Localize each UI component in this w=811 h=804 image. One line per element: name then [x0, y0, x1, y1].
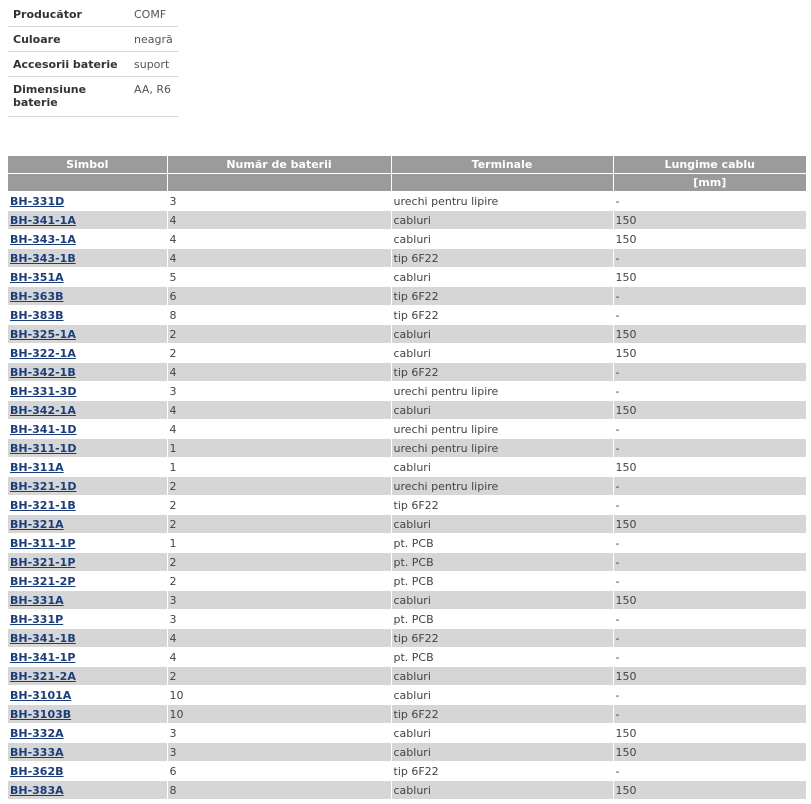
terminal-cell: pt. PCB	[391, 534, 613, 553]
product-symbol-link[interactable]: BH-311A	[10, 460, 64, 474]
product-symbol-link[interactable]: BH-333A	[10, 745, 64, 759]
battery-count-cell: 4	[167, 249, 391, 268]
symbol-cell	[8, 363, 167, 382]
table-row	[8, 610, 806, 629]
terminal-cell: urechi pentru lipire	[391, 192, 613, 211]
product-symbol-link[interactable]: BH-341-1D	[10, 422, 77, 436]
product-symbol-link[interactable]: BH-331P	[10, 612, 64, 626]
terminal-cell: pt. PCB	[391, 648, 613, 667]
cable-length-cell: -	[613, 686, 806, 705]
battery-count-cell: 2	[167, 515, 391, 534]
battery-count-cell: 2	[167, 325, 391, 344]
battery-count-cell: 2	[167, 496, 391, 515]
header-unit-empty	[167, 174, 391, 192]
terminal-cell: urechi pentru lipire	[391, 420, 613, 439]
header-battery-count: Număr de baterii	[167, 156, 391, 174]
battery-count-cell: 1	[167, 534, 391, 553]
symbol-cell	[8, 610, 167, 629]
property-key: Accesorii baterie	[8, 52, 129, 77]
products-table-body	[8, 192, 806, 800]
property-key: Culoare	[8, 27, 129, 52]
symbol-cell	[8, 401, 167, 420]
table-row	[8, 629, 806, 648]
cable-length-cell: 150	[613, 743, 806, 762]
cable-length-cell: -	[613, 363, 806, 382]
battery-count-cell: 10	[167, 686, 391, 705]
battery-count-cell: 3	[167, 382, 391, 401]
product-symbol-link[interactable]: BH-341-1B	[10, 631, 76, 645]
terminal-cell: cabluri	[391, 743, 613, 762]
table-row	[8, 667, 806, 686]
battery-count-cell: 3	[167, 591, 391, 610]
product-symbol-link[interactable]: BH-321-1B	[10, 498, 76, 512]
table-row	[8, 306, 806, 325]
battery-count-cell: 4	[167, 211, 391, 230]
product-symbol-link[interactable]: BH-325-1A	[10, 327, 76, 341]
product-symbol-link[interactable]: BH-362B	[10, 764, 64, 778]
symbol-cell	[8, 534, 167, 553]
symbol-cell	[8, 515, 167, 534]
table-row	[8, 781, 806, 800]
terminal-cell: cabluri	[391, 211, 613, 230]
battery-count-cell: 3	[167, 743, 391, 762]
table-row	[8, 420, 806, 439]
cable-length-cell: -	[613, 648, 806, 667]
symbol-cell	[8, 230, 167, 249]
terminal-cell: tip 6F22	[391, 363, 613, 382]
property-value: neagră	[129, 27, 178, 52]
terminal-cell: tip 6F22	[391, 306, 613, 325]
battery-count-cell: 1	[167, 458, 391, 477]
battery-count-cell: 1	[167, 439, 391, 458]
cable-length-cell: -	[613, 534, 806, 553]
symbol-cell	[8, 591, 167, 610]
symbol-cell	[8, 458, 167, 477]
product-symbol-link[interactable]: BH-311-1P	[10, 536, 76, 550]
symbol-cell	[8, 762, 167, 781]
product-symbol-link[interactable]: BH-3101A	[10, 688, 72, 702]
property-value: AA, R6	[129, 77, 178, 117]
product-symbol-link[interactable]: BH-321-1P	[10, 555, 76, 569]
cable-length-cell: 150	[613, 211, 806, 230]
property-row	[8, 2, 178, 27]
table-row	[8, 363, 806, 382]
header-unit-empty	[391, 174, 613, 192]
terminal-cell: pt. PCB	[391, 610, 613, 629]
battery-count-cell: 3	[167, 610, 391, 629]
cable-length-cell: -	[613, 477, 806, 496]
table-row	[8, 572, 806, 591]
terminal-cell: urechi pentru lipire	[391, 382, 613, 401]
products-table	[8, 156, 806, 800]
products-table-header	[8, 156, 806, 192]
product-symbol-link[interactable]: BH-321A	[10, 517, 64, 531]
terminal-cell: cabluri	[391, 268, 613, 287]
table-row	[8, 648, 806, 667]
terminal-cell: tip 6F22	[391, 287, 613, 306]
table-row	[8, 268, 806, 287]
terminal-cell: cabluri	[391, 591, 613, 610]
cable-length-cell: -	[613, 572, 806, 591]
symbol-cell	[8, 705, 167, 724]
terminal-cell: tip 6F22	[391, 249, 613, 268]
terminal-cell: cabluri	[391, 230, 613, 249]
battery-count-cell: 4	[167, 629, 391, 648]
terminal-cell: cabluri	[391, 667, 613, 686]
cable-length-cell: -	[613, 287, 806, 306]
symbol-cell	[8, 287, 167, 306]
table-row	[8, 743, 806, 762]
battery-count-cell: 3	[167, 192, 391, 211]
cable-length-cell: 150	[613, 781, 806, 800]
terminal-cell: cabluri	[391, 515, 613, 534]
product-symbol-link[interactable]: BH-322-1A	[10, 346, 76, 360]
header-unit-mm: [mm]	[613, 174, 806, 192]
header-cable-length: Lungime cablu	[613, 156, 806, 174]
symbol-cell	[8, 382, 167, 401]
table-row	[8, 534, 806, 553]
symbol-cell	[8, 325, 167, 344]
symbol-cell	[8, 211, 167, 230]
product-symbol-link[interactable]: BH-342-1A	[10, 403, 76, 417]
symbol-cell	[8, 420, 167, 439]
cable-length-cell: 150	[613, 515, 806, 534]
table-row	[8, 496, 806, 515]
table-row	[8, 287, 806, 306]
battery-count-cell: 2	[167, 553, 391, 572]
terminal-cell: cabluri	[391, 781, 613, 800]
symbol-cell	[8, 724, 167, 743]
cable-length-cell: 150	[613, 344, 806, 363]
table-row	[8, 382, 806, 401]
product-symbol-link[interactable]: BH-321-2P	[10, 574, 76, 588]
symbol-cell	[8, 629, 167, 648]
table-row	[8, 705, 806, 724]
product-symbol-link[interactable]: BH-383A	[10, 783, 64, 797]
symbol-cell	[8, 306, 167, 325]
product-symbol-link[interactable]: BH-383B	[10, 308, 64, 322]
cable-length-cell: -	[613, 705, 806, 724]
header-unit-row	[8, 174, 806, 192]
symbol-cell	[8, 553, 167, 572]
cable-length-cell: -	[613, 249, 806, 268]
table-row	[8, 458, 806, 477]
product-symbol-link[interactable]: BH-311-1D	[10, 441, 77, 455]
product-symbol-link[interactable]: BH-332A	[10, 726, 64, 740]
battery-count-cell: 8	[167, 306, 391, 325]
property-value: COMF	[129, 2, 178, 27]
cable-length-cell: 150	[613, 325, 806, 344]
cable-length-cell: -	[613, 629, 806, 648]
product-symbol-link[interactable]: BH-342-1B	[10, 365, 76, 379]
battery-count-cell: 4	[167, 230, 391, 249]
battery-count-cell: 4	[167, 363, 391, 382]
table-row	[8, 325, 806, 344]
terminal-cell: cabluri	[391, 325, 613, 344]
symbol-cell	[8, 496, 167, 515]
table-row	[8, 230, 806, 249]
terminal-cell: tip 6F22	[391, 705, 613, 724]
cable-length-cell: 150	[613, 401, 806, 420]
battery-count-cell: 4	[167, 401, 391, 420]
battery-count-cell: 8	[167, 781, 391, 800]
cable-length-cell: -	[613, 496, 806, 515]
symbol-cell	[8, 667, 167, 686]
battery-count-cell: 4	[167, 648, 391, 667]
cable-length-cell: 150	[613, 591, 806, 610]
product-symbol-link[interactable]: BH-343-1B	[10, 251, 76, 265]
battery-count-cell: 10	[167, 705, 391, 724]
product-symbol-link[interactable]: BH-351A	[10, 270, 64, 284]
battery-count-cell: 2	[167, 667, 391, 686]
terminal-cell: tip 6F22	[391, 762, 613, 781]
product-symbol-link[interactable]: BH-3103B	[10, 707, 72, 721]
terminal-cell: pt. PCB	[391, 553, 613, 572]
product-symbol-link[interactable]: BH-341-1A	[10, 213, 76, 227]
terminal-cell: cabluri	[391, 344, 613, 363]
product-properties-table	[8, 2, 178, 117]
table-row	[8, 515, 806, 534]
table-row	[8, 686, 806, 705]
battery-count-cell: 2	[167, 344, 391, 363]
cable-length-cell: -	[613, 306, 806, 325]
product-symbol-link[interactable]: BH-321-1D	[10, 479, 77, 493]
terminal-cell: urechi pentru lipire	[391, 477, 613, 496]
table-row	[8, 192, 806, 211]
terminal-cell: cabluri	[391, 724, 613, 743]
battery-count-cell: 2	[167, 572, 391, 591]
table-row	[8, 591, 806, 610]
cable-length-cell: 150	[613, 230, 806, 249]
table-row	[8, 211, 806, 230]
terminal-cell: cabluri	[391, 458, 613, 477]
symbol-cell	[8, 686, 167, 705]
cable-length-cell: -	[613, 439, 806, 458]
cable-length-cell: 150	[613, 724, 806, 743]
symbol-cell	[8, 743, 167, 762]
cable-length-cell: -	[613, 610, 806, 629]
symbol-cell	[8, 344, 167, 363]
table-row	[8, 401, 806, 420]
table-row	[8, 249, 806, 268]
symbol-cell	[8, 648, 167, 667]
table-row	[8, 439, 806, 458]
cable-length-cell: 150	[613, 268, 806, 287]
product-symbol-link[interactable]: BH-331-3D	[10, 384, 77, 398]
product-symbol-link[interactable]: BH-341-1P	[10, 650, 76, 664]
cable-length-cell: -	[613, 762, 806, 781]
property-row	[8, 77, 178, 117]
cable-length-cell: -	[613, 553, 806, 572]
property-value: suport	[129, 52, 178, 77]
terminal-cell: tip 6F22	[391, 496, 613, 515]
product-symbol-link[interactable]: BH-363B	[10, 289, 64, 303]
product-symbol-link[interactable]: BH-331D	[10, 194, 65, 208]
header-symbol: Simbol	[8, 156, 167, 174]
terminal-cell: urechi pentru lipire	[391, 439, 613, 458]
cable-length-cell: -	[613, 192, 806, 211]
table-row	[8, 553, 806, 572]
cable-length-cell: -	[613, 382, 806, 401]
header-terminals: Terminale	[391, 156, 613, 174]
table-row	[8, 724, 806, 743]
product-symbol-link[interactable]: BH-343-1A	[10, 232, 76, 246]
symbol-cell	[8, 781, 167, 800]
table-row	[8, 477, 806, 496]
table-row	[8, 762, 806, 781]
terminal-cell: cabluri	[391, 686, 613, 705]
symbol-cell	[8, 249, 167, 268]
product-symbol-link[interactable]: BH-321-2A	[10, 669, 76, 683]
cable-length-cell: 150	[613, 667, 806, 686]
header-row	[8, 156, 806, 174]
battery-count-cell: 4	[167, 420, 391, 439]
symbol-cell	[8, 439, 167, 458]
battery-count-cell: 2	[167, 477, 391, 496]
symbol-cell	[8, 572, 167, 591]
symbol-cell	[8, 192, 167, 211]
terminal-cell: pt. PCB	[391, 572, 613, 591]
properties-body	[8, 2, 178, 117]
property-key: Producător	[8, 2, 129, 27]
product-symbol-link[interactable]: BH-331A	[10, 593, 64, 607]
property-key: Dimensiune baterie	[8, 77, 129, 117]
terminal-cell: cabluri	[391, 401, 613, 420]
battery-count-cell: 5	[167, 268, 391, 287]
battery-count-cell: 3	[167, 724, 391, 743]
symbol-cell	[8, 477, 167, 496]
table-row	[8, 344, 806, 363]
header-unit-empty	[8, 174, 167, 192]
battery-count-cell: 6	[167, 762, 391, 781]
cable-length-cell: -	[613, 420, 806, 439]
battery-count-cell: 6	[167, 287, 391, 306]
cable-length-cell: 150	[613, 458, 806, 477]
property-row	[8, 52, 178, 77]
symbol-cell	[8, 268, 167, 287]
property-row	[8, 27, 178, 52]
terminal-cell: tip 6F22	[391, 629, 613, 648]
